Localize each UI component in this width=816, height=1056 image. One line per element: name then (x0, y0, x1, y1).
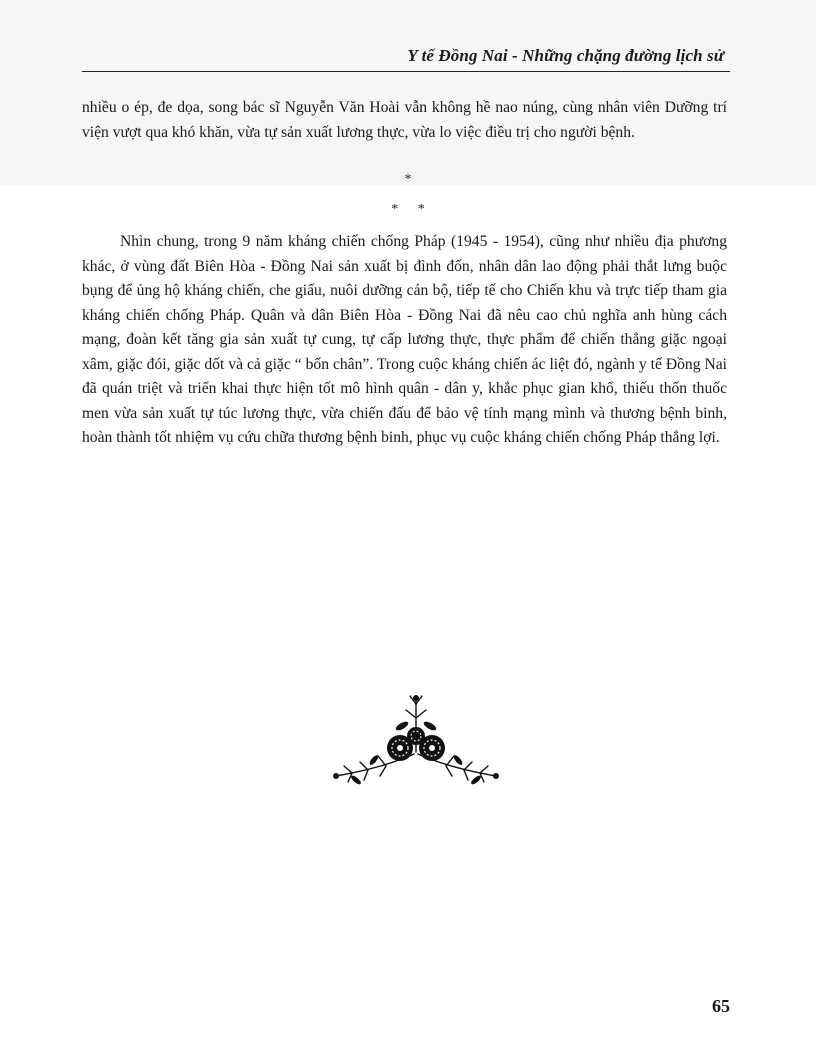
section-separator-top: * (404, 172, 412, 187)
paragraph-1: nhiều o ép, đe dọa, song bác sĩ Nguyễn Văn Hoài vẫn không hề nao núng, cùng nhân viên Dưỡng trí viện vượt qua khó khăn, vừa tự sản xuất lương thực, vừa lo việc điều trị cho người bệnh. (82, 99, 727, 141)
section-separator-bottom: * * (391, 202, 433, 217)
header-rule (82, 71, 730, 72)
scan-shading (0, 0, 816, 185)
running-header: Y tế Đồng Nai - Những chặng đường lịch sử (407, 46, 724, 65)
floral-ornament-icon (326, 692, 506, 792)
page-number: 65 (712, 996, 730, 1016)
paragraph-2: Nhìn chung, trong 9 năm kháng chiến chống Pháp (1945 - 1954), cũng như nhiều địa phương khác, ở vùng đất Biên Hòa - Đồng Nai sản xuất bị đình đốn, nhân dân lao động phải thắt lưng buộc bụng để ủng hộ kháng chiến, che giấu, nuôi dưỡng cán bộ, tiếp tế cho Chiến khu và trực tiếp tham gia kháng chiến chống Pháp. Quân và dân Biên Hòa - Đồng Nai đã nêu cao chủ nghĩa anh hùng cách mạng, đoàn kết tăng gia sản xuất tự cung, tự cấp lương thực, thực phẩm để chiến thắng giặc ngoại xâm, giặc đói, giặc dốt và cả giặc “ bốn chân”. Trong cuộc kháng chiến ác liệt đó, ngành y tế Đồng Nai đã quán triệt và triển khai thực hiện tốt mô hình quân - dân y, khắc phục gian khổ, thiếu thốn thuốc men vừa sản xuất tự túc lương thực, vừa chiến đấu để bảo vệ tính mạng mình và thương bệnh binh, hoàn thành tốt nhiệm vụ cứu chữa thương bệnh binh, phục vụ cuộc kháng chiến chống Pháp thắng lợi. (82, 233, 727, 446)
